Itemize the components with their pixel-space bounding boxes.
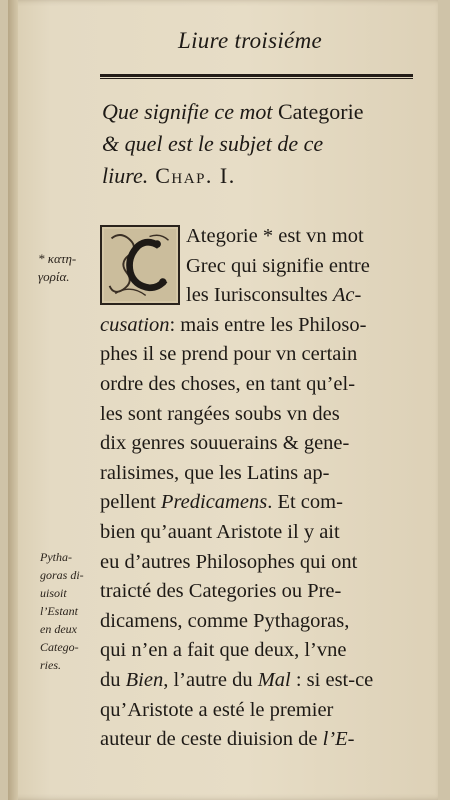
text-line-content: : mais entre les Philoso- bbox=[169, 313, 367, 336]
text-line bbox=[100, 281, 418, 311]
text-line-content: pellent bbox=[100, 491, 161, 514]
chapter-number: Chap. I. bbox=[148, 163, 236, 188]
text-line bbox=[100, 400, 418, 430]
text-line-content: ralisimes, que les Latins ap- bbox=[100, 461, 330, 484]
chapter-title-line2: & quel est le subjet de ce bbox=[102, 131, 324, 156]
margin-note-line: goras di- bbox=[40, 568, 84, 582]
text-line-content: auteur de ceste diuision de bbox=[100, 728, 323, 751]
text-line-content: qui n’en a fait que deux, l’vne bbox=[100, 639, 347, 662]
text-line-italic: Predicamens bbox=[160, 491, 268, 514]
chapter-title-line3-italic: liure. bbox=[102, 163, 149, 188]
header-rule-thin bbox=[100, 78, 413, 79]
margin-note-line: Pytha- bbox=[40, 550, 72, 564]
text-line bbox=[100, 429, 418, 459]
text-line-italic: cusation bbox=[100, 313, 170, 336]
text-line-italic: l’E- bbox=[322, 728, 355, 751]
text-line bbox=[100, 252, 418, 282]
text-line bbox=[100, 666, 418, 696]
header-rule bbox=[100, 74, 413, 77]
text-line bbox=[100, 577, 418, 607]
page-gutter bbox=[8, 0, 18, 800]
text-line-content: : si est-ce bbox=[290, 668, 374, 691]
margin-note-line: en deux bbox=[40, 622, 77, 636]
text-line-content: les sont rangées soubs vn des bbox=[100, 402, 340, 425]
margin-greek-line: * κατη- bbox=[38, 251, 77, 266]
text-line-content: ordre des choses, en tant qu’el- bbox=[100, 372, 356, 395]
text-line bbox=[100, 636, 418, 666]
text-line-content: dix genres souuerains & gene- bbox=[100, 432, 350, 455]
chapter-title-line1-italic: Que signifie ce mot bbox=[102, 99, 278, 124]
text-line-content: Grec qui signifie entre bbox=[186, 254, 370, 277]
text-line bbox=[100, 607, 418, 637]
text-line bbox=[100, 459, 418, 489]
margin-note-line: l’Estant bbox=[40, 604, 78, 618]
body-text bbox=[100, 222, 418, 755]
text-line-content: eu d’autres Philosophes qui ont bbox=[100, 550, 358, 573]
margin-greek-note bbox=[38, 250, 76, 286]
book-page bbox=[8, 0, 438, 800]
margin-greek-line: γορία. bbox=[38, 269, 70, 284]
margin-note-line: ries. bbox=[40, 658, 61, 672]
text-line bbox=[100, 725, 418, 755]
text-line-content: . Et com- bbox=[267, 491, 343, 514]
text-line bbox=[100, 696, 418, 726]
text-line bbox=[100, 222, 418, 252]
text-line-italic: Bien bbox=[125, 668, 164, 691]
text-line bbox=[100, 548, 418, 578]
text-line-content: Ategorie * est vn mot bbox=[186, 225, 364, 247]
text-line-italic: Ac- bbox=[332, 284, 362, 307]
margin-note-pythagoras bbox=[40, 548, 96, 674]
chapter-title-line1-roman: Categorie bbox=[277, 99, 364, 124]
running-head: Liure troisiéme bbox=[178, 28, 322, 53]
margin-note-line: uisoit bbox=[40, 586, 67, 600]
text-line bbox=[100, 488, 418, 518]
text-line-content: traicté des Categories ou Pre- bbox=[100, 580, 342, 603]
text-line-content: du bbox=[100, 668, 126, 691]
text-line bbox=[100, 340, 418, 370]
text-line bbox=[100, 311, 418, 341]
chapter-title bbox=[102, 96, 420, 192]
text-line-content: qu’Aristote a esté le premier bbox=[100, 698, 334, 721]
text-line-content: phes il se prend pour vn certain bbox=[100, 343, 358, 366]
text-line-content: les Iurisconsultes bbox=[186, 284, 333, 307]
text-line-content: , l’autre du bbox=[163, 668, 258, 691]
text-line bbox=[100, 518, 418, 548]
text-line-italic: Mal bbox=[257, 668, 291, 691]
text-line-content: dicamens, comme Pythagoras, bbox=[100, 609, 350, 632]
text-line bbox=[100, 370, 418, 400]
text-line-content: bien qu’auant Aristote il y ait bbox=[100, 520, 340, 543]
margin-note-line: Catego- bbox=[40, 640, 79, 654]
